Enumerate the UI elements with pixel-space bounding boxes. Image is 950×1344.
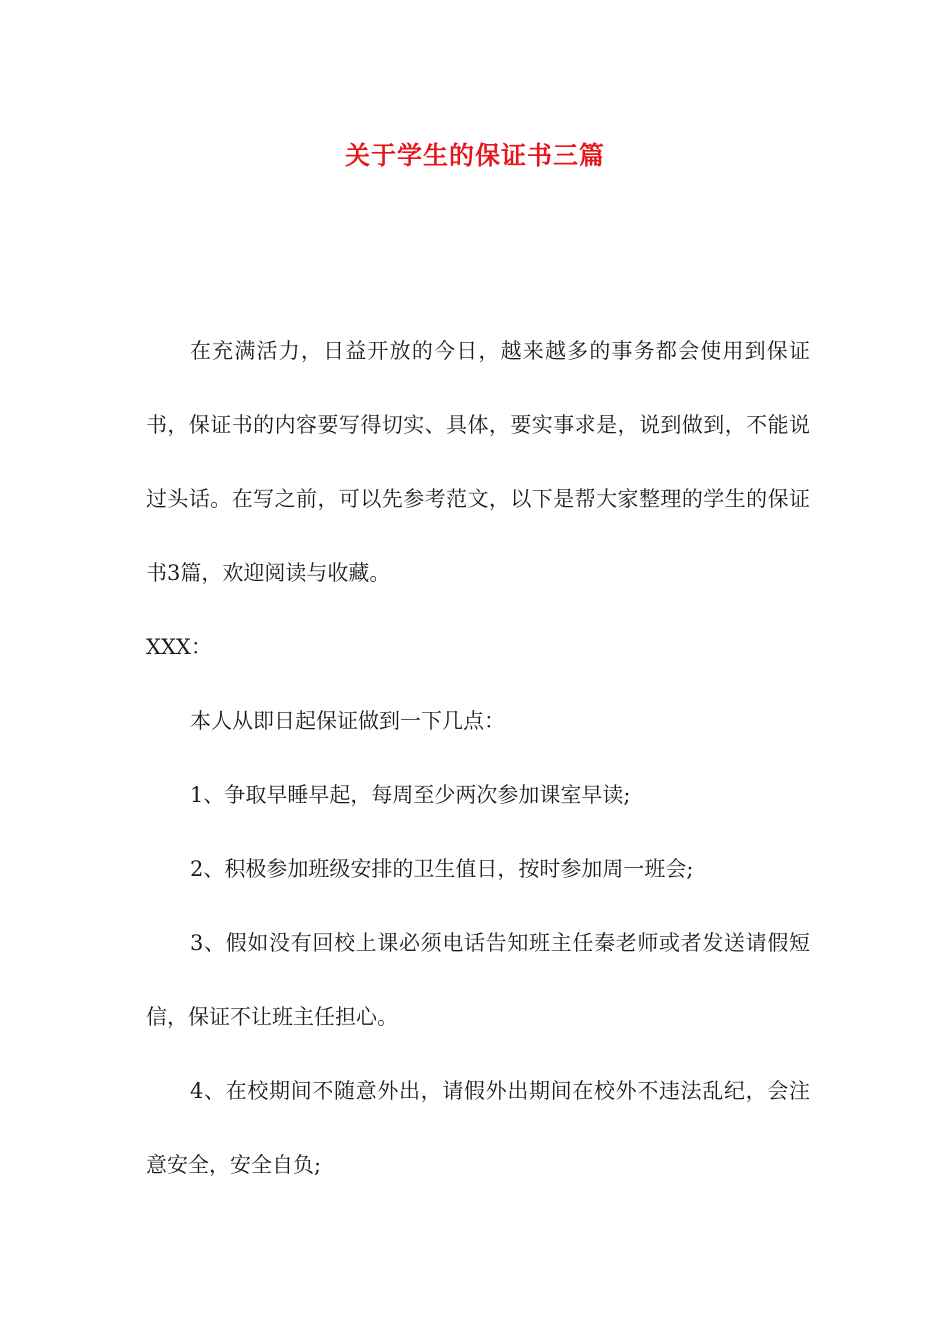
pledge-item-3: 3、假如没有回校上课必须电话告知班主任秦老师或者发送请假短信，保证不让班主任担心。	[146, 931, 810, 1029]
intro-paragraph: 在充满活力，日益开放的今日，越来越多的事务都会使用到保证书，保证书的内容要写得切实、具体，要实事求是，说到做到，不能说过头话。在写之前，可以先参考范文，以下是帮大家整理的学生的保证书3篇，欢迎阅读与收藏。	[146, 339, 810, 585]
salutation: XXX：	[146, 635, 212, 659]
pledge-item-4: 4、在校期间不随意外出，请假外出期间在校外不违法乱纪，会注意安全，安全自负;	[146, 1079, 810, 1177]
pledge-item-2: 2、积极参加班级安排的卫生值日，按时参加周一班会;	[190, 857, 694, 881]
pledge-item-1: 1、争取早睡早起，每周至少两次参加课室早读;	[190, 783, 631, 807]
document-body	[146, 314, 810, 1202]
document-title: 关于学生的保证书三篇	[344, 141, 605, 170]
pledge-intro: 本人从即日起保证做到一下几点：	[190, 709, 505, 733]
